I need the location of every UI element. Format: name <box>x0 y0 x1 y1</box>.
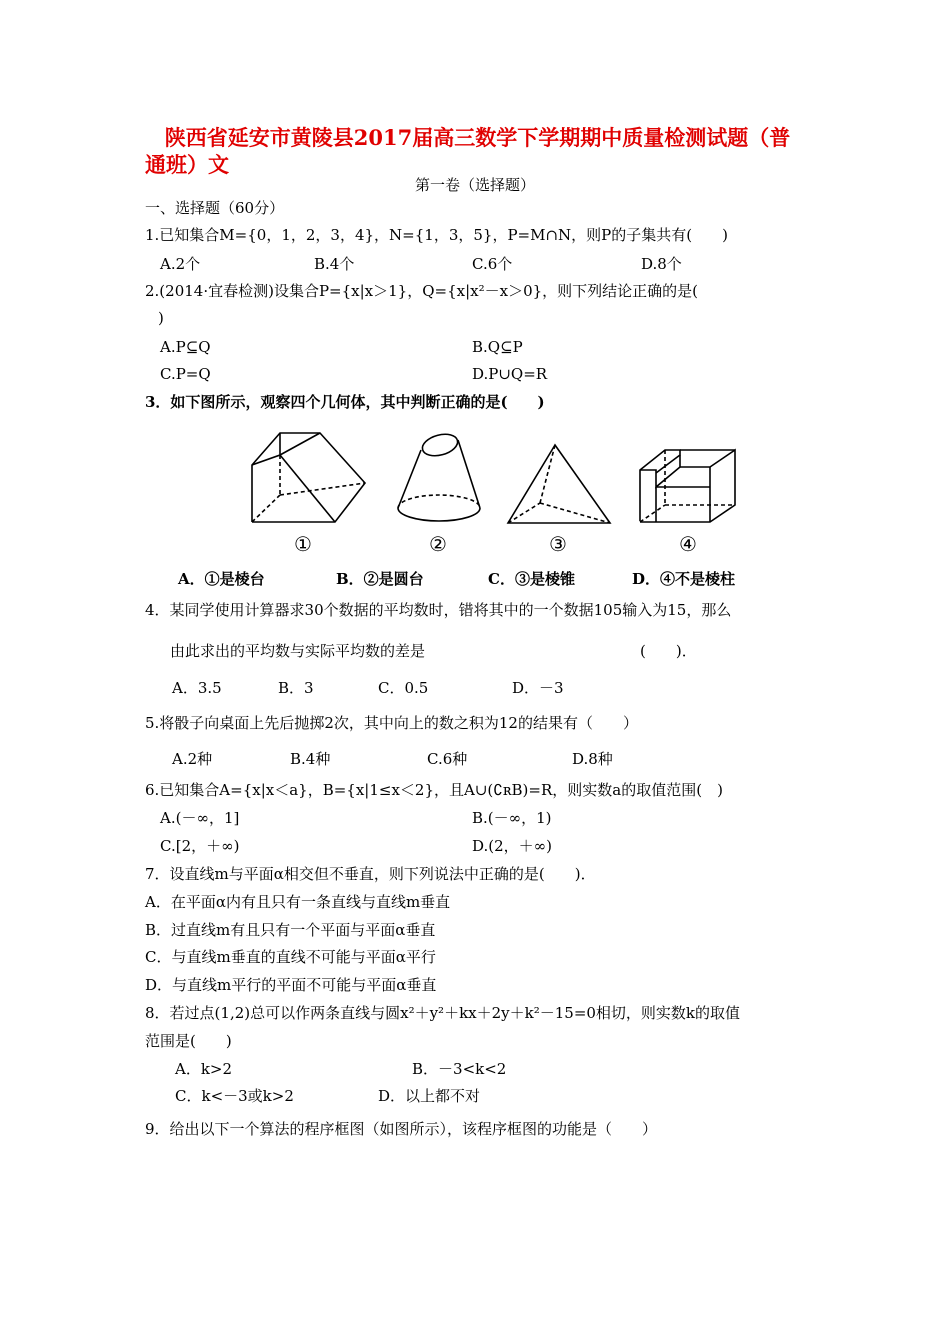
q8-option-d: D．以上都不对 <box>378 1087 481 1105</box>
q1-option-c: C.6个 <box>472 255 513 273</box>
question-2-stem-cont: ) <box>158 309 164 327</box>
q6-option-b: B.(－∞，1) <box>472 809 552 827</box>
q5-option-d: D.8种 <box>572 750 613 768</box>
q2-option-a: A.P⊆Q <box>160 338 211 356</box>
solid-2-truncated-cone <box>398 431 480 521</box>
q4-option-c: C．0.5 <box>378 679 429 697</box>
figure-label-2: ② <box>429 532 447 556</box>
q8-option-c: C．k<－3或k>2 <box>175 1087 294 1105</box>
q4-option-a: A．3.5 <box>172 679 222 697</box>
q3-option-b: B．②是圆台 <box>336 570 424 588</box>
section-heading: 一、选择题（60分） <box>145 199 285 217</box>
q7-option-a: A．在平面α内有且只有一条直线与直线m垂直 <box>145 893 451 911</box>
figure-label-1: ① <box>294 532 312 556</box>
question-2-stem: 2.(2014·宜春检测)设集合P={x|x＞1}，Q={x|x²－x＞0}，则下列结论正确的是( <box>145 282 699 300</box>
question-4-paren: ( )． <box>640 642 697 660</box>
question-8-stem-cont: 范围是( ) <box>145 1032 232 1050</box>
q1-option-a: A.2个 <box>160 255 201 273</box>
q5-option-a: A.2种 <box>172 750 213 768</box>
question-9-stem: 9．给出以下一个算法的程序框图（如图所示），该程序框图的功能是（ ） <box>145 1120 658 1138</box>
q2-option-d: D.P∪Q=R <box>472 365 548 383</box>
question-5-stem: 5.将骰子向桌面上先后抛掷2次，其中向上的数之积为12的结果有（ ） <box>145 714 638 732</box>
q4-option-d: D．－3 <box>512 679 564 697</box>
question-1-stem: 1.已知集合M={0，1，2，3，4}，N={1，3，5}，P=M∩N，则P的子集共有( ) <box>145 226 728 244</box>
question-7-stem: 7．设直线m与平面α相交但不垂直，则下列说法中正确的是( )． <box>145 865 596 883</box>
q6-option-c: C.[2，＋∞) <box>160 837 240 855</box>
q7-option-c: C．与直线m垂直的直线不可能与平面α平行 <box>145 948 436 966</box>
q3-option-a: A．①是棱台 <box>178 570 265 588</box>
question-6-stem: 6.已知集合A={x|x＜a}，B={x|1≤x＜2}，且A∪(∁ʀB)=R，则实数a的取值范围( ) <box>145 781 723 799</box>
solid-4-stepped-prism <box>640 450 735 522</box>
q3-option-c: C．③是棱锥 <box>488 570 575 588</box>
q1-option-b: B.4个 <box>314 255 355 273</box>
q2-option-b: B.Q⊆P <box>472 338 523 356</box>
volume-subtitle: 第一卷（选择题） <box>414 176 535 194</box>
q8-option-b: B．－3<k<2 <box>412 1060 507 1078</box>
figure-label-4: ④ <box>679 532 697 556</box>
q6-option-d: D.(2，＋∞) <box>472 837 553 855</box>
q5-option-b: B.4种 <box>290 750 331 768</box>
exam-title-line2: 通班）文 <box>145 152 229 177</box>
question-8-stem: 8．若过点(1,2)总可以作两条直线与圆x²＋y²＋kx＋2y＋k²－15=0相切，则实数k的取值 <box>145 1004 741 1022</box>
q8-option-a: A．k>2 <box>175 1060 233 1078</box>
q6-option-a: A.(－∞，1] <box>160 809 240 827</box>
question-4-stem-cont: 由此求出的平均数与实际平均数的差是 <box>170 642 426 660</box>
q4-option-b: B．3 <box>278 679 314 697</box>
q1-option-d: D.8个 <box>641 255 682 273</box>
solid-3-tetrahedron <box>508 445 610 523</box>
question-3-stem: 3．如下图所示，观察四个几何体，其中判断正确的是( ) <box>145 393 545 411</box>
q2-option-c: C.P=Q <box>160 365 211 383</box>
solid-1-frustum <box>252 433 365 522</box>
q7-option-b: B．过直线m有且只有一个平面与平面α垂直 <box>145 921 436 939</box>
q5-option-c: C.6种 <box>427 750 468 768</box>
exam-title-line1: 陕西省延安市黄陵县2017届高三数学下学期期中质量检测试题（普 <box>164 125 791 150</box>
q7-option-d: D．与直线m平行的平面不可能与平面α垂直 <box>145 976 437 994</box>
figure-label-3: ③ <box>549 532 567 556</box>
question-4-stem: 4．某同学使用计算器求30个数据的平均数时，错将其中的一个数据105输入为15，那么 <box>145 601 732 619</box>
q3-option-d: D．④不是棱柱 <box>632 570 736 588</box>
